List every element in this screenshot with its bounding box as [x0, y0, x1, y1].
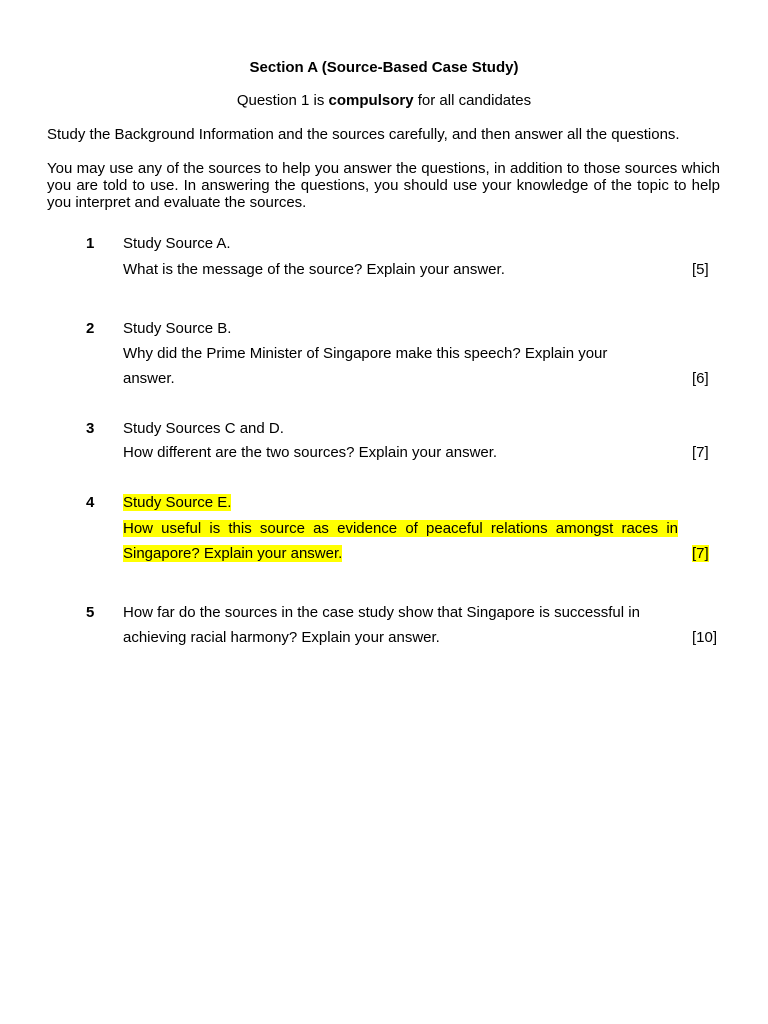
question-number: 4	[86, 494, 95, 511]
question-number: 3	[86, 420, 95, 437]
question-marks: [10]	[692, 629, 718, 646]
question-text-continued: achieving racial harmony? Explain your answer.	[123, 629, 440, 646]
highlighted-text: Singapore? Explain your answer.	[123, 545, 343, 562]
question-instruction: Study Source B.	[123, 320, 232, 337]
section-title: Section A (Source-Based Case Study)	[249, 59, 519, 76]
instruction-paragraph-1: Study the Background Information and the sources carefully, and then answer all the questions.	[47, 126, 680, 143]
highlighted-marks: [7]	[692, 545, 709, 562]
question-instruction: Study Sources C and D.	[123, 420, 284, 437]
question-number: 2	[86, 320, 95, 337]
compulsory-note-post: for all candidates	[413, 92, 532, 109]
question-text: How useful is this source as evidence of peaceful relations amongst races in	[123, 520, 678, 537]
question-text: How different are the two sources? Explain your answer.	[123, 444, 498, 461]
compulsory-note-pre: Question 1 is	[236, 92, 329, 109]
compulsory-note-bold: compulsory	[328, 92, 414, 109]
question-marks	[692, 545, 709, 562]
highlighted-text: Study Source E.	[123, 494, 232, 511]
question-text: What is the message of the source? Explain your answer.	[123, 261, 505, 278]
question-instruction: Study Source A.	[123, 235, 231, 252]
question-text: Why did the Prime Minister of Singapore make this speech? Explain your	[123, 345, 608, 362]
question-text-continued: answer.	[123, 370, 175, 387]
question-number: 5	[86, 604, 95, 621]
question-number: 1	[86, 235, 95, 252]
instruction-paragraph-2: You may use any of the sources to help you answer the questions, in addition to those sources which you are told to use. In answering the questions, you should use your knowledge of the topic to help you interpret and evaluate the sources.	[47, 160, 720, 211]
question-marks: [5]	[692, 261, 709, 278]
question-text: How far do the sources in the case study show that Singapore is successful in	[123, 604, 640, 621]
question-marks: [6]	[692, 370, 709, 387]
compulsory-note	[0, 92, 768, 109]
question-text-continued	[123, 545, 342, 562]
question-marks: [7]	[692, 444, 709, 461]
question-instruction	[123, 494, 231, 511]
